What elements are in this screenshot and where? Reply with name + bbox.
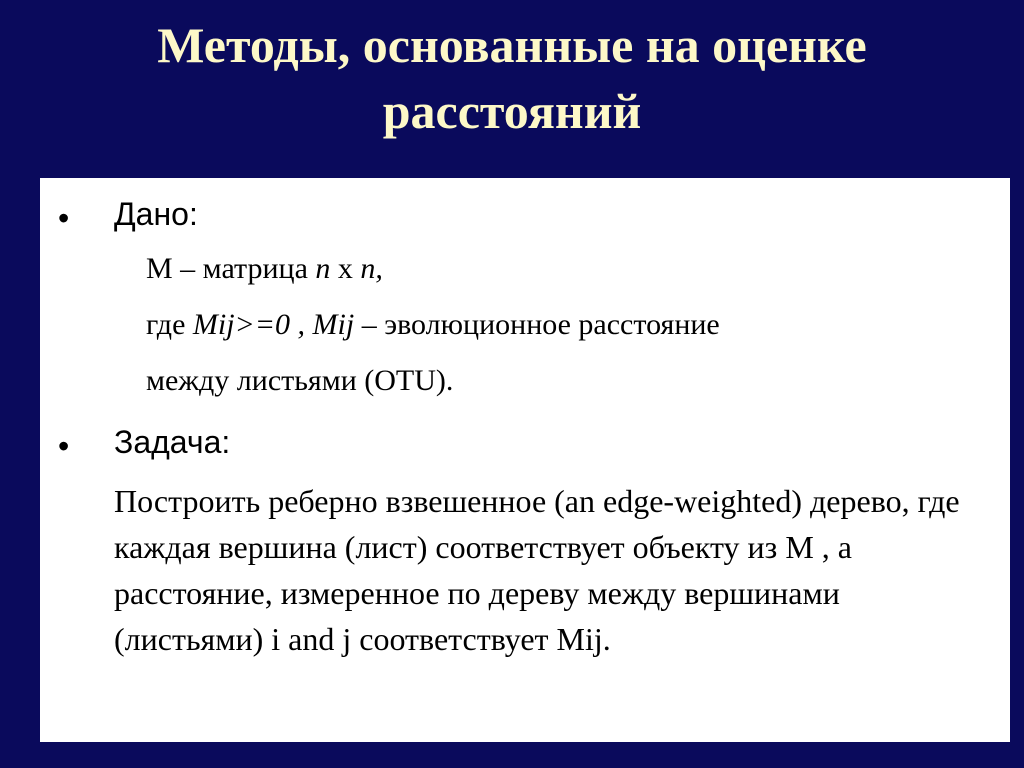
task-text: Построить реберно взвешенное (an edge-weighted) дерево, где каждая вершина (лист) соответствует объекту из М , а расстояние, измеренное по дереву между вершинами (листьями) i and j соответствует Mij. (114, 483, 960, 657)
given-line-2-a: где (146, 308, 193, 341)
given-heading: Дано: (114, 196, 198, 232)
given-line-1 (146, 252, 383, 286)
given-line-2-expr: Mij>=0 , Mij (192, 308, 355, 341)
given-line-2-b: – эволюционное расстояние (354, 308, 720, 341)
slide-title-line-1: Методы, основанные на оценке (157, 17, 867, 73)
given-line-3: между листьями (OTU). (146, 364, 454, 397)
slide-title (0, 12, 1024, 144)
given-line-1-n2: n, (360, 252, 383, 285)
given-line-1-n1: n (315, 252, 331, 285)
slide-title-line-2: расстояний (382, 83, 642, 139)
bullet-icon: • (58, 428, 70, 464)
content-panel (40, 178, 1010, 742)
given-line-2 (146, 308, 720, 342)
given-line-1-b: х (330, 252, 361, 285)
bullet-icon: • (58, 200, 70, 236)
given-line-1-a: М – матрица (146, 252, 316, 285)
task-heading: Задача: (114, 424, 231, 460)
